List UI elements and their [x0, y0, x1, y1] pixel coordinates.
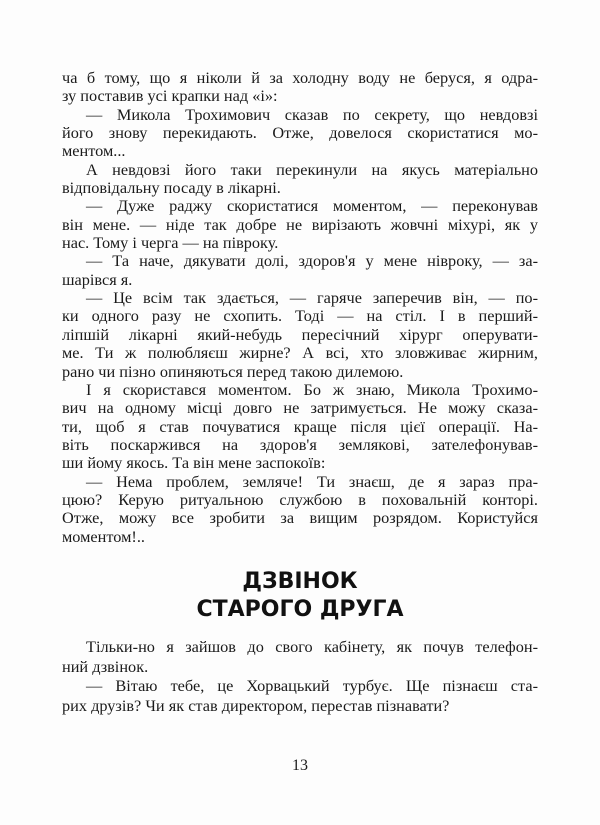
text-line: І я скористався моментом. Бо ж знаю, Микола Трохимо- — [86, 380, 538, 399]
text-line: ний дзвінок. — [62, 656, 149, 676]
text-line: — Це всім так здається, — гаряче заперечив він, — по- — [86, 289, 538, 308]
text-line: — Та наче, дякувати долі, здоров'я у мене нівроку, — за- — [86, 252, 538, 271]
text-line: його знову перекидають. Отже, довелося скористатися мо- — [62, 124, 538, 143]
text-line: — Нема проблем, земляче! Ти знаєш, де я зараз пра- — [86, 472, 538, 491]
text-line: цюю? Керую ритуальною службою в поховальній конторі. — [62, 490, 538, 509]
text-line: — Дуже раджу скористатися моментом, — переконував — [86, 197, 538, 216]
text-line: ментом... — [62, 141, 126, 161]
text-line: ти, щоб я став почуватися краще після цієї операції. На- — [62, 417, 538, 436]
text-line: рих друзів? Чи як став директором, перестав пізнавати? — [62, 695, 450, 715]
text-line: моментом!.. — [62, 526, 145, 546]
page-number: 13 — [292, 757, 308, 774]
text-line: — Вітаю тебе, це Хорвацький турбує. Ще пізнаєш ста- — [86, 676, 538, 696]
text-line: рано чи пізно опиняються перед такою дилемою. — [62, 361, 404, 381]
text-line: шарівся я. — [62, 269, 133, 289]
text-line: А невдовзі його таки перекинули на якусь матеріально — [86, 160, 538, 179]
text-line: нас. Тому і черга — на півроку. — [62, 233, 279, 253]
text-line: Отже, можу все зробити за вищим розрядом. Користуйся — [62, 509, 538, 528]
text-line: ча б тому, що я ніколи й за холодну воду не беруся, я одра- — [62, 69, 538, 87]
chapter-title-line-2: СТАРОГО ДРУГА — [196, 597, 404, 622]
text-line: вич на одному місці довго не затримується. Не можу сказа- — [62, 399, 538, 418]
text-line: ліпшій лікарні який-небудь пересічний хірург оперувати- — [62, 325, 538, 344]
text-block-new-chapter — [62, 637, 538, 715]
text-line: — Микола Трохимович сказав по секрету, що невдовзі — [86, 105, 538, 124]
text-line: віть поскаржився на здоров'я землякові, зателефонував- — [62, 435, 538, 454]
text-line: ме. Ти ж полюбляєш жирне? А всі, хто зловживає жирним, — [62, 344, 538, 363]
chapter-title-line-1: ДЗВІНОК — [242, 569, 358, 594]
text-line: зу поставив усі крапки над «і»: — [62, 86, 278, 106]
text-line: Тільки-но я зайшов до свого кабінету, як почув телефон- — [86, 637, 538, 656]
text-line: ки одного разу не схопить. Тоді — на стіл. І в перший- — [62, 307, 538, 326]
text-line: відповідальну посаду в лікарні. — [62, 178, 281, 198]
text-block-story-ending — [62, 69, 538, 546]
text-line: він мене. — ніде так добре не вирізають жовчні міхурі, як у — [62, 215, 538, 234]
text-line: ши йому якось. Та він мене заспокоїв: — [62, 453, 326, 473]
